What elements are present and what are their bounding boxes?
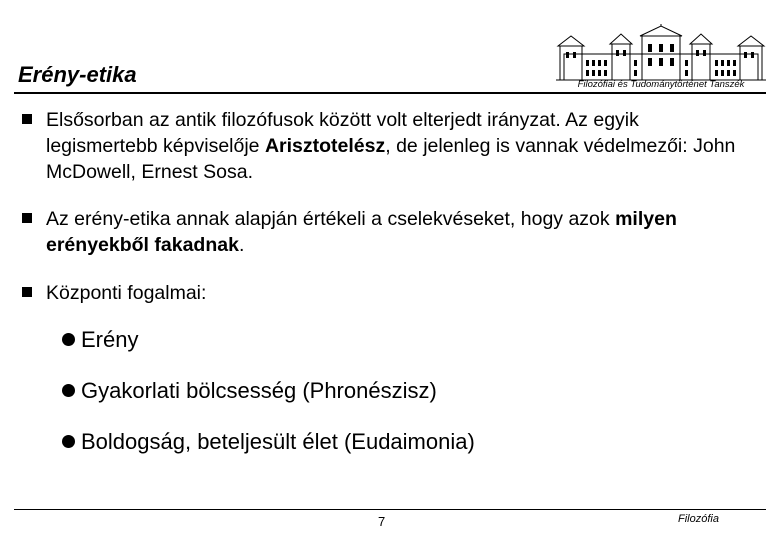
page-number: 7 — [378, 514, 386, 529]
bullet-text: Az erény-etika annak alapján értékeli a cselekvéseket, hogy azok milyen erényekből fakadnak. — [46, 208, 677, 256]
bullet-text: Elsősorban az antik filozófusok között volt elterjedt irányzat. Az egyik legismertebb képviselője Arisztotelész, de jelenleg is vannak védelmezői: John McDowell, Ernest Sosa. — [46, 109, 736, 183]
sub-bullet-item: Boldogság, beteljesült élet (Eudaimonia) — [62, 428, 475, 456]
square-bullet-icon — [22, 287, 32, 297]
title-divider — [14, 92, 766, 94]
round-bullet-icon — [62, 333, 75, 346]
square-bullet-icon — [22, 213, 32, 223]
logo-caption: Filozófiai és Tudománytörténet Tanszék — [577, 79, 745, 90]
slide-title: Erény-etika — [18, 62, 137, 87]
sub-bullet-item: Gyakorlati bölcsesség (Phronészisz) — [62, 377, 437, 405]
round-bullet-icon — [62, 384, 75, 397]
round-bullet-icon — [62, 435, 75, 448]
bullet-text: Központi fogalmai: — [46, 282, 207, 304]
square-bullet-icon — [22, 114, 32, 124]
sub-bullet-item: Erény — [62, 326, 138, 354]
footer-label: Filozófia — [678, 513, 719, 525]
footer-divider — [14, 509, 766, 510]
